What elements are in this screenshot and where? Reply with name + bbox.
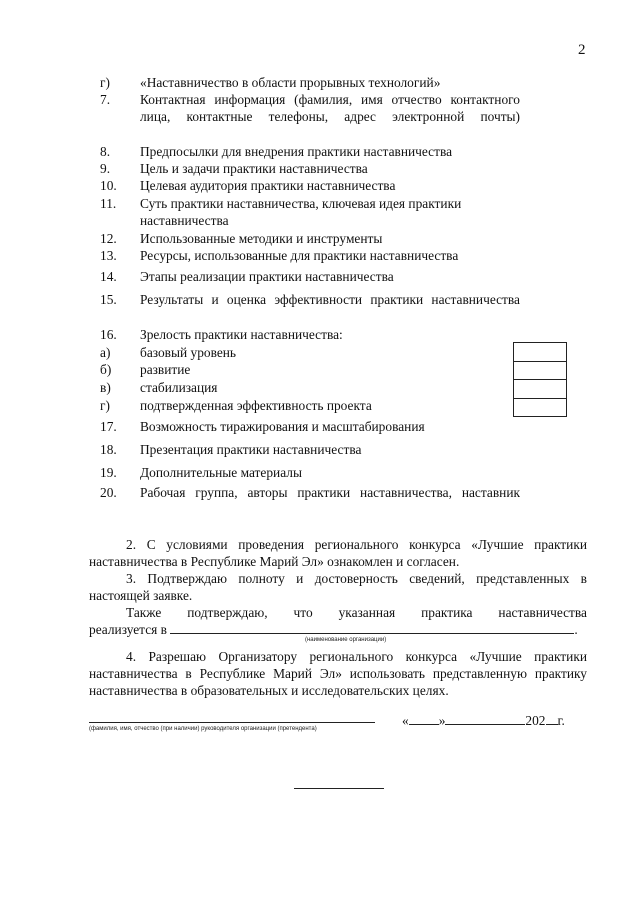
date-year-suffix: г. bbox=[557, 713, 565, 728]
list-item bbox=[100, 177, 520, 194]
item-text: Зрелость практики наставничества: bbox=[140, 327, 343, 342]
item-text: базовый уровень bbox=[140, 345, 237, 360]
item-number: 13. bbox=[100, 248, 117, 263]
paragraph-4-text: 4. Разрешаю Организатору регионального конкурса «Лучшие практики наставничества в Республике Марий Эл» использовать представленную практику наставничества в образовательных и исследовательских целях. bbox=[89, 649, 587, 698]
paragraph-2-text: 2. С условиями проведения регионального конкурса «Лучшие практики наставничества в Республике Марий Эл» ознакомлен и согласен. bbox=[89, 537, 587, 569]
list-item bbox=[100, 464, 520, 481]
item-text: Целевая аудитория практики наставничества bbox=[140, 178, 396, 193]
list-item bbox=[100, 441, 520, 458]
paragraph-3-text: 3. Подтверждаю полноту и достоверность сведений, представленных в настоящей заявке. bbox=[89, 571, 587, 603]
paragraph-4 bbox=[89, 648, 587, 699]
item-text: Этапы реализации практики наставничества bbox=[140, 269, 394, 284]
item-number: 20. bbox=[100, 485, 117, 500]
maturity-checkbox-table bbox=[513, 342, 567, 417]
item-number: 9. bbox=[100, 161, 111, 176]
list-item bbox=[100, 268, 520, 285]
date-close-quote: » bbox=[438, 713, 446, 728]
list-item bbox=[100, 230, 520, 247]
item-text: развитие bbox=[140, 362, 191, 377]
item-number: 11. bbox=[100, 196, 117, 211]
item-number: 17. bbox=[100, 419, 117, 434]
list-item bbox=[100, 484, 520, 518]
signature-caption: (фамилия, имя, отчество (при наличии) руководителя организации (претендента) bbox=[89, 726, 317, 732]
list-item bbox=[100, 74, 520, 91]
list-item bbox=[100, 143, 520, 160]
item-text: Результаты и оценка эффективности практики наставничества bbox=[140, 292, 520, 307]
item-text: Презентация практики наставничества bbox=[140, 442, 362, 457]
date-field bbox=[402, 712, 565, 729]
item-text: «Наставничество в области прорывных технологий» bbox=[140, 75, 441, 90]
item-number: 19. bbox=[100, 465, 117, 480]
paragraph-also bbox=[89, 604, 587, 621]
item-number: 18. bbox=[100, 442, 117, 457]
item-text: Контактная информация (фамилия, имя отчество контактного лица, контактные телефоны, адрес электронной почты) bbox=[140, 92, 520, 124]
item-number: г) bbox=[100, 75, 110, 90]
list-item bbox=[100, 361, 520, 378]
list-item bbox=[100, 418, 520, 435]
item-number: 8. bbox=[100, 144, 111, 159]
list-item bbox=[100, 326, 520, 343]
end-divider bbox=[294, 788, 384, 789]
list-item bbox=[100, 247, 520, 264]
item-text: Предпосылки для внедрения практики наставничества bbox=[140, 144, 453, 159]
paragraph-3 bbox=[89, 570, 587, 604]
item-text: Суть практики наставничества, ключевая идея практики наставничества bbox=[140, 196, 462, 228]
item-number: 12. bbox=[100, 231, 117, 246]
checkbox-development[interactable] bbox=[514, 362, 566, 381]
item-number: 16. bbox=[100, 327, 117, 342]
item-number: 14. bbox=[100, 269, 117, 284]
item-number: г) bbox=[100, 398, 110, 413]
item-number: а) bbox=[100, 345, 111, 360]
list-item bbox=[100, 291, 520, 325]
item-text: Ресурсы, использованные для практики наставничества bbox=[140, 248, 459, 263]
signature-field[interactable] bbox=[89, 722, 375, 723]
page-number: 2 bbox=[578, 42, 586, 58]
checkbox-stabilization[interactable] bbox=[514, 380, 566, 399]
list-item bbox=[100, 91, 520, 142]
date-day-field[interactable] bbox=[409, 712, 439, 725]
paragraph-also-text: Также подтверждаю, что указанная практика наставничества bbox=[126, 605, 587, 620]
realize-label: реализуется в bbox=[89, 622, 167, 637]
item-number: б) bbox=[100, 362, 112, 377]
item-number: 15. bbox=[100, 292, 117, 307]
list-item bbox=[100, 397, 520, 414]
list-item bbox=[100, 160, 520, 177]
item-text: подтвержденная эффективность проекта bbox=[140, 398, 372, 413]
date-open-quote: « bbox=[402, 713, 409, 728]
item-text: Использованные методики и инструменты bbox=[140, 231, 383, 246]
item-number: 7. bbox=[100, 92, 111, 107]
date-year-prefix: 202 bbox=[525, 713, 546, 728]
realize-period: . bbox=[574, 622, 578, 637]
item-text: Рабочая группа, авторы практики наставничества, наставник bbox=[140, 485, 520, 500]
item-number: в) bbox=[100, 380, 111, 395]
item-number: 10. bbox=[100, 178, 117, 193]
item-text: Цель и задачи практики наставничества bbox=[140, 161, 368, 176]
item-text: Возможность тиражирования и масштабирования bbox=[140, 419, 425, 434]
checkbox-basic-level[interactable] bbox=[514, 343, 566, 362]
date-month-field[interactable] bbox=[445, 712, 525, 725]
item-text: Дополнительные материалы bbox=[140, 465, 302, 480]
organization-name-field[interactable] bbox=[170, 621, 574, 634]
list-item bbox=[100, 344, 520, 361]
item-text: стабилизация bbox=[140, 380, 218, 395]
organization-caption: (наименование организации) bbox=[305, 637, 387, 643]
checkbox-confirmed-effectiveness[interactable] bbox=[514, 399, 566, 418]
list-item bbox=[100, 379, 520, 396]
paragraph-2 bbox=[89, 536, 587, 570]
date-year-field[interactable] bbox=[546, 712, 558, 725]
list-item bbox=[100, 195, 520, 229]
organization-line bbox=[89, 621, 589, 638]
